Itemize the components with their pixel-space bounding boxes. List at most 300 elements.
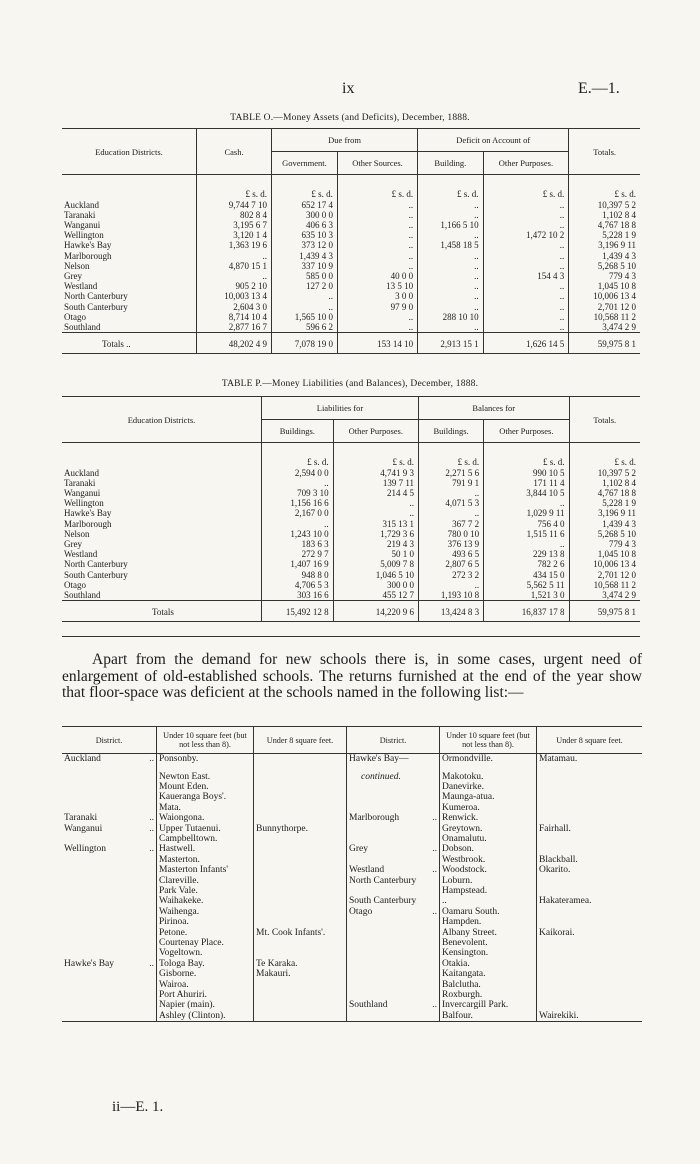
cell-bo: 1,515 11 6 bbox=[484, 529, 569, 539]
district-dots: .. bbox=[149, 754, 154, 764]
cell-lo: .. bbox=[333, 498, 418, 508]
unit-label: £ s. d. bbox=[569, 175, 640, 200]
cell-bo: .. bbox=[484, 539, 569, 549]
district-name: North Canterbury bbox=[64, 291, 128, 302]
cell-gov: 127 2 0 bbox=[272, 281, 338, 291]
cell-bo: 434 15 0 bbox=[484, 570, 569, 580]
school-under8 bbox=[254, 917, 347, 927]
cell-bb: 367 7 2 bbox=[419, 519, 484, 529]
total-gov: 7,078 19 0 bbox=[272, 333, 338, 354]
district-left bbox=[62, 834, 157, 844]
district-name: Hawke's Bay bbox=[64, 958, 114, 969]
school-under10: Petone. bbox=[157, 928, 254, 938]
school-under8: Bunnythorpe. bbox=[254, 824, 347, 834]
school-under8 bbox=[254, 855, 347, 865]
cell-lb: 303 16 6 bbox=[262, 590, 334, 601]
table-p bbox=[62, 396, 640, 622]
unit-row bbox=[62, 443, 640, 468]
school-under8 bbox=[254, 886, 347, 896]
col-district-right: District. bbox=[347, 727, 440, 754]
school-under10: Pirinoa. bbox=[157, 917, 254, 927]
table-o-caption: TABLE O.—Money Assets (and Deficits), December, 1888. bbox=[230, 113, 470, 123]
district-name: Wanganui bbox=[64, 220, 101, 231]
col-other-purposes: Other Purposes. bbox=[483, 152, 569, 175]
cell-gov: 337 10 9 bbox=[272, 261, 338, 271]
district-name: Marlborough bbox=[64, 250, 112, 261]
col-liabilities: Liabilities for bbox=[262, 397, 419, 420]
total-other: 153 14 10 bbox=[337, 333, 417, 354]
cell-total: 10,568 11 2 bbox=[569, 580, 640, 590]
unit-label: £ s. d. bbox=[272, 175, 338, 200]
district-dots: .. bbox=[149, 813, 154, 824]
cell-gov: 585 0 0 bbox=[272, 271, 338, 281]
school-under10: Westbrook. bbox=[440, 855, 537, 865]
district-right bbox=[347, 896, 440, 906]
district-right bbox=[347, 917, 440, 927]
list-row bbox=[62, 844, 642, 854]
document-reference: E.—1. bbox=[578, 80, 620, 97]
district-right bbox=[347, 928, 440, 938]
total-lo: 14,220 9 6 bbox=[333, 601, 418, 622]
cell-building: .. bbox=[418, 251, 483, 261]
col-other-sources: Other Sources. bbox=[337, 152, 417, 175]
col-balances: Balances for bbox=[419, 397, 570, 420]
school-under10: Gisborne. bbox=[157, 969, 254, 979]
cell-other: 13 5 10 bbox=[337, 281, 417, 291]
list-row bbox=[62, 980, 642, 990]
school-under10: Port Ahuriri. bbox=[157, 990, 254, 1000]
district-name: Auckland bbox=[64, 199, 99, 210]
cell-lo: 1,046 5 10 bbox=[333, 570, 418, 580]
cell-purposes: 154 4 3 bbox=[483, 271, 569, 281]
cell-gov: 300 0 0 bbox=[272, 210, 338, 220]
cell-bb: .. bbox=[419, 580, 484, 590]
col-cash: Cash. bbox=[197, 129, 272, 175]
school-under8 bbox=[537, 813, 643, 823]
cell-total: 1,439 4 3 bbox=[569, 251, 640, 261]
cell-cash: 1,363 19 6 bbox=[197, 240, 272, 250]
table-row bbox=[62, 519, 640, 529]
cell-gov: 596 6 2 bbox=[272, 322, 338, 333]
district-name: South Canterbury bbox=[349, 896, 417, 907]
school-under10: Tologa Bay. bbox=[157, 959, 254, 969]
cell-gov: 635 10 3 bbox=[272, 230, 338, 240]
district-left bbox=[62, 1011, 157, 1022]
table-row bbox=[62, 559, 640, 569]
district-name: North Canterbury bbox=[64, 559, 128, 570]
cell-other: .. bbox=[337, 230, 417, 240]
col-bal-other: Other Purposes. bbox=[484, 420, 569, 443]
cell-purposes: .. bbox=[483, 322, 569, 333]
school-under8 bbox=[537, 772, 643, 782]
unit-row bbox=[62, 175, 640, 200]
cell-bb: 791 9 1 bbox=[419, 478, 484, 488]
district-dots: .. bbox=[432, 865, 437, 876]
school-under10: Hampstead. bbox=[440, 886, 537, 896]
table-row bbox=[62, 322, 640, 333]
school-under8 bbox=[254, 938, 347, 948]
cell-lb: .. bbox=[262, 519, 334, 529]
district-dots: .. bbox=[432, 813, 437, 824]
district-left bbox=[62, 980, 157, 990]
district-left bbox=[62, 917, 157, 927]
cell-lb: 272 9 7 bbox=[262, 549, 334, 559]
table-row bbox=[62, 251, 640, 261]
unit-label: £ s. d. bbox=[197, 175, 272, 200]
district-right bbox=[347, 1000, 440, 1010]
unit-label: £ s. d. bbox=[569, 443, 640, 468]
col-bal-buildings: Buildings. bbox=[419, 420, 484, 443]
paragraph-text: Apart from the demand for new schools there is, in some cases, urgent need of enlargement of old-established schools. The returns furnished at the end of the year show that floor-space was deficient at the schools named in the following list:— bbox=[62, 651, 642, 701]
district-right bbox=[347, 772, 440, 782]
school-under8: Te Karaka. bbox=[254, 959, 347, 969]
total-total: 59,975 8 1 bbox=[569, 601, 640, 622]
cell-building: .. bbox=[418, 322, 483, 333]
district-left bbox=[62, 886, 157, 896]
cell-bo: 171 11 4 bbox=[484, 478, 569, 488]
total-bo: 16,837 17 8 bbox=[484, 601, 569, 622]
school-under10: Mount Eden. bbox=[157, 782, 254, 792]
col-under10-left: Under 10 square feet (but not less than 8). bbox=[157, 727, 254, 754]
school-under10: Hastwell. bbox=[157, 844, 254, 854]
cell-bb: 376 13 9 bbox=[419, 539, 484, 549]
list-row bbox=[62, 990, 642, 1000]
list-row bbox=[62, 792, 642, 802]
district-name: Marlborough bbox=[64, 518, 112, 529]
table-row bbox=[62, 210, 640, 220]
cell-other: 3 0 0 bbox=[337, 291, 417, 301]
cell-bo: 756 4 0 bbox=[484, 519, 569, 529]
cell-cash: 8,714 10 4 bbox=[197, 312, 272, 322]
district-name: Auckland bbox=[64, 467, 99, 478]
cell-total: 1,102 8 4 bbox=[569, 210, 640, 220]
district-name: Otago bbox=[64, 311, 86, 322]
cell-bb: 780 0 10 bbox=[419, 529, 484, 539]
cell-cash: 10,003 13 4 bbox=[197, 291, 272, 301]
cell-bb: 2,271 5 6 bbox=[419, 468, 484, 478]
col-under8-left: Under 8 square feet. bbox=[254, 727, 347, 754]
district-name: Taranaki bbox=[64, 209, 96, 220]
district-name: Westland bbox=[64, 549, 98, 560]
cell-total: 3,196 9 11 bbox=[569, 508, 640, 518]
school-under10: Woodstock. bbox=[440, 865, 537, 875]
cell-bb: .. bbox=[419, 508, 484, 518]
cell-cash: 2,604 3 0 bbox=[197, 302, 272, 312]
school-under8 bbox=[254, 813, 347, 823]
total-building: 2,913 15 1 bbox=[418, 333, 483, 354]
cell-total: 1,045 10 8 bbox=[569, 549, 640, 559]
cell-total: 1,439 4 3 bbox=[569, 519, 640, 529]
table-row bbox=[62, 580, 640, 590]
cell-lo: 139 7 11 bbox=[333, 478, 418, 488]
table-row bbox=[62, 240, 640, 250]
cell-total: 779 4 3 bbox=[569, 271, 640, 281]
district-right bbox=[347, 886, 440, 896]
col-government: Government. bbox=[272, 152, 338, 175]
district-name: Grey bbox=[64, 271, 82, 282]
cell-total: 4,767 18 8 bbox=[569, 488, 640, 498]
district-name: Hawke's Bay bbox=[64, 240, 112, 251]
cell-bo: 5,562 5 11 bbox=[484, 580, 569, 590]
school-under10: Newton East. bbox=[157, 772, 254, 782]
unit-label: £ s. d. bbox=[262, 443, 334, 468]
school-under8 bbox=[537, 969, 643, 979]
school-under10: Oamaru South. bbox=[440, 907, 537, 917]
school-under10: Kaueranga Boys'. bbox=[157, 792, 254, 802]
district-right bbox=[347, 948, 440, 958]
cell-bo: 990 10 5 bbox=[484, 468, 569, 478]
cell-bb: 2,807 6 5 bbox=[419, 559, 484, 569]
table-row bbox=[62, 291, 640, 301]
district-name: Wanganui bbox=[64, 823, 103, 834]
district-name: Westland bbox=[64, 281, 98, 292]
school-under8: Hakateramea. bbox=[537, 896, 643, 906]
body-paragraph bbox=[62, 652, 642, 702]
cell-purposes: .. bbox=[483, 210, 569, 220]
district-dots: .. bbox=[149, 844, 154, 855]
district-name: Auckland bbox=[64, 754, 101, 764]
district-right bbox=[347, 824, 440, 834]
school-under10: Kaitangata. bbox=[440, 969, 537, 979]
school-under10: Vogeltown. bbox=[157, 948, 254, 958]
cell-lb: 1,156 16 6 bbox=[262, 498, 334, 508]
table-row bbox=[62, 529, 640, 539]
list-row bbox=[62, 938, 642, 948]
district-left bbox=[62, 824, 157, 834]
schools-list-table bbox=[62, 726, 642, 1022]
school-under8: Mt. Cook Infants'. bbox=[254, 928, 347, 938]
list-row bbox=[62, 886, 642, 896]
cell-total: 1,045 10 8 bbox=[569, 281, 640, 291]
col-liab-other: Other Purposes. bbox=[333, 420, 418, 443]
school-under8 bbox=[537, 876, 643, 886]
district-right bbox=[347, 792, 440, 802]
cell-purposes: .. bbox=[483, 220, 569, 230]
cell-cash: 9,744 7 10 bbox=[197, 200, 272, 210]
unit-label: £ s. d. bbox=[484, 443, 569, 468]
table-p-caption: TABLE P.—Money Liabilities (and Balances), December, 1888. bbox=[221, 379, 479, 389]
school-under8 bbox=[254, 907, 347, 917]
district-name: Nelson bbox=[64, 260, 90, 271]
school-under8 bbox=[537, 917, 643, 927]
list-row bbox=[62, 782, 642, 792]
school-under8 bbox=[537, 782, 643, 792]
cell-building: .. bbox=[418, 261, 483, 271]
cell-building: .. bbox=[418, 291, 483, 301]
district-left bbox=[62, 754, 157, 772]
list-row bbox=[62, 1000, 642, 1010]
cell-bo: 782 2 6 bbox=[484, 559, 569, 569]
cell-gov: 373 12 0 bbox=[272, 240, 338, 250]
page-number: ix bbox=[342, 80, 355, 97]
district-left bbox=[62, 938, 157, 948]
cell-lo: 1,729 3 6 bbox=[333, 529, 418, 539]
col-district-left: District. bbox=[95, 735, 123, 745]
cell-gov: .. bbox=[272, 291, 338, 301]
school-under8 bbox=[254, 1011, 347, 1022]
col-totals: Totals. bbox=[569, 129, 640, 175]
cell-lo: 5,009 7 8 bbox=[333, 559, 418, 569]
cell-lb: 1,407 16 9 bbox=[262, 559, 334, 569]
col-building: Building. bbox=[418, 152, 483, 175]
cell-bo: 3,844 10 5 bbox=[484, 488, 569, 498]
school-under8 bbox=[254, 792, 347, 802]
school-under8 bbox=[254, 782, 347, 792]
school-under8: Matamau. bbox=[537, 754, 643, 772]
district-left bbox=[62, 792, 157, 802]
cell-lo: .. bbox=[333, 508, 418, 518]
table-row bbox=[62, 508, 640, 518]
cell-cash: 3,120 1 4 bbox=[197, 230, 272, 240]
district-right bbox=[347, 980, 440, 990]
school-under10: Clareville. bbox=[157, 876, 254, 886]
cell-purposes: .. bbox=[483, 291, 569, 301]
list-row bbox=[62, 824, 642, 834]
cell-building: .. bbox=[418, 230, 483, 240]
table-row bbox=[62, 271, 640, 281]
district-right bbox=[347, 803, 440, 813]
district-name: Wellington bbox=[64, 844, 106, 855]
school-under8: Okarito. bbox=[537, 865, 643, 875]
totals-row bbox=[62, 333, 640, 354]
school-under10: Waiongona. bbox=[157, 813, 254, 823]
list-row bbox=[62, 969, 642, 979]
district-name: South Canterbury bbox=[64, 301, 128, 312]
district-name: Marlborough bbox=[349, 813, 400, 824]
list-row bbox=[62, 896, 642, 906]
district-name: Southland bbox=[64, 322, 101, 333]
cell-total: 2,701 12 0 bbox=[569, 302, 640, 312]
school-under8 bbox=[537, 990, 643, 1000]
list-row bbox=[62, 1011, 642, 1022]
cell-bb: 272 3 2 bbox=[419, 570, 484, 580]
school-under8 bbox=[254, 980, 347, 990]
district-dots: .. bbox=[149, 823, 154, 834]
col-totals: Totals. bbox=[569, 397, 640, 443]
school-under10: Loburn. bbox=[440, 876, 537, 886]
cell-other: .. bbox=[337, 251, 417, 261]
total-lb: 15,492 12 8 bbox=[262, 601, 334, 622]
total-total: 59,975 8 1 bbox=[569, 333, 640, 354]
cell-cash: 802 8 4 bbox=[197, 210, 272, 220]
table-row bbox=[62, 570, 640, 580]
district-name: North Canterbury bbox=[349, 875, 417, 886]
cell-bb: 493 6 5 bbox=[419, 549, 484, 559]
cell-total: 1,102 8 4 bbox=[569, 478, 640, 488]
table-o bbox=[62, 128, 640, 354]
school-under10: Balclutha. bbox=[440, 980, 537, 990]
district-right bbox=[347, 938, 440, 948]
school-under10: Campbelltown. bbox=[157, 834, 254, 844]
cell-lb: .. bbox=[262, 478, 334, 488]
cell-other: .. bbox=[337, 220, 417, 230]
district-left bbox=[62, 896, 157, 906]
cell-lb: 1,243 10 0 bbox=[262, 529, 334, 539]
cell-cash: 905 2 10 bbox=[197, 281, 272, 291]
cell-total: 779 4 3 bbox=[569, 539, 640, 549]
total-purposes: 1,626 14 5 bbox=[483, 333, 569, 354]
col-due-from: Due from bbox=[272, 129, 418, 152]
school-under8 bbox=[537, 834, 643, 844]
school-under8 bbox=[537, 907, 643, 917]
unit-label: £ s. d. bbox=[337, 175, 417, 200]
school-under8 bbox=[254, 896, 347, 906]
cell-purposes: .. bbox=[483, 200, 569, 210]
school-under10: Renwick. bbox=[440, 813, 537, 823]
school-under10: Hampden. bbox=[440, 917, 537, 927]
cell-building: .. bbox=[418, 210, 483, 220]
district-right bbox=[347, 1011, 440, 1022]
list-row bbox=[62, 959, 642, 969]
cell-lb: 948 8 0 bbox=[262, 570, 334, 580]
cell-lo: 219 4 3 bbox=[333, 539, 418, 549]
total-cash: 48,202 4 9 bbox=[197, 333, 272, 354]
district-name: continued. bbox=[361, 771, 401, 782]
cell-building: .. bbox=[418, 271, 483, 281]
school-under8 bbox=[537, 792, 643, 802]
list-row bbox=[62, 855, 642, 865]
totals-label: Totals .. bbox=[102, 339, 131, 350]
district-name: Grey bbox=[349, 844, 368, 855]
cell-total: 10,397 5 2 bbox=[569, 200, 640, 210]
table-row bbox=[62, 488, 640, 498]
school-under10: Albany Street. bbox=[440, 928, 537, 938]
school-under10: Waihakeke. bbox=[157, 896, 254, 906]
cell-cash: .. bbox=[197, 271, 272, 281]
school-under8: Kaikorai. bbox=[537, 928, 643, 938]
unit-label: £ s. d. bbox=[483, 175, 569, 200]
cell-purposes: .. bbox=[483, 261, 569, 271]
list-row bbox=[62, 928, 642, 938]
cell-total: 10,568 11 2 bbox=[569, 312, 640, 322]
district-left bbox=[62, 844, 157, 854]
district-name: Taranaki bbox=[64, 477, 96, 488]
list-row bbox=[62, 907, 642, 917]
school-under10: .. bbox=[440, 896, 537, 906]
table-row bbox=[62, 200, 640, 210]
cell-building: .. bbox=[418, 281, 483, 291]
school-under10: Courtenay Place. bbox=[157, 938, 254, 948]
unit-spacer bbox=[62, 175, 197, 200]
school-under8 bbox=[537, 948, 643, 958]
section-divider bbox=[62, 636, 640, 637]
cell-cash: 3,195 6 7 bbox=[197, 220, 272, 230]
school-under8 bbox=[254, 1000, 347, 1010]
unit-spacer bbox=[62, 443, 262, 468]
cell-total: 3,474 2 9 bbox=[569, 590, 640, 601]
school-under8 bbox=[254, 865, 347, 875]
cell-other: .. bbox=[337, 312, 417, 322]
cell-gov: 1,439 4 3 bbox=[272, 251, 338, 261]
school-under8: Makauri. bbox=[254, 969, 347, 979]
school-under10: Wairoa. bbox=[157, 980, 254, 990]
cell-lb: 183 6 3 bbox=[262, 539, 334, 549]
cell-cash: 2,877 16 7 bbox=[197, 322, 272, 333]
cell-total: 5,228 1 9 bbox=[569, 498, 640, 508]
district-left bbox=[62, 1000, 157, 1010]
cell-total: 10,006 13 4 bbox=[569, 291, 640, 301]
district-right bbox=[347, 754, 440, 772]
cell-gov: 406 6 3 bbox=[272, 220, 338, 230]
district-name: Southland bbox=[349, 1000, 388, 1011]
unit-label: £ s. d. bbox=[333, 443, 418, 468]
cell-bb: 4,071 5 3 bbox=[419, 498, 484, 508]
cell-purposes: .. bbox=[483, 312, 569, 322]
cell-gov: 652 17 4 bbox=[272, 200, 338, 210]
cell-cash: .. bbox=[197, 251, 272, 261]
cell-bo: 1,029 9 11 bbox=[484, 508, 569, 518]
school-under10: Onamalutu. bbox=[440, 834, 537, 844]
